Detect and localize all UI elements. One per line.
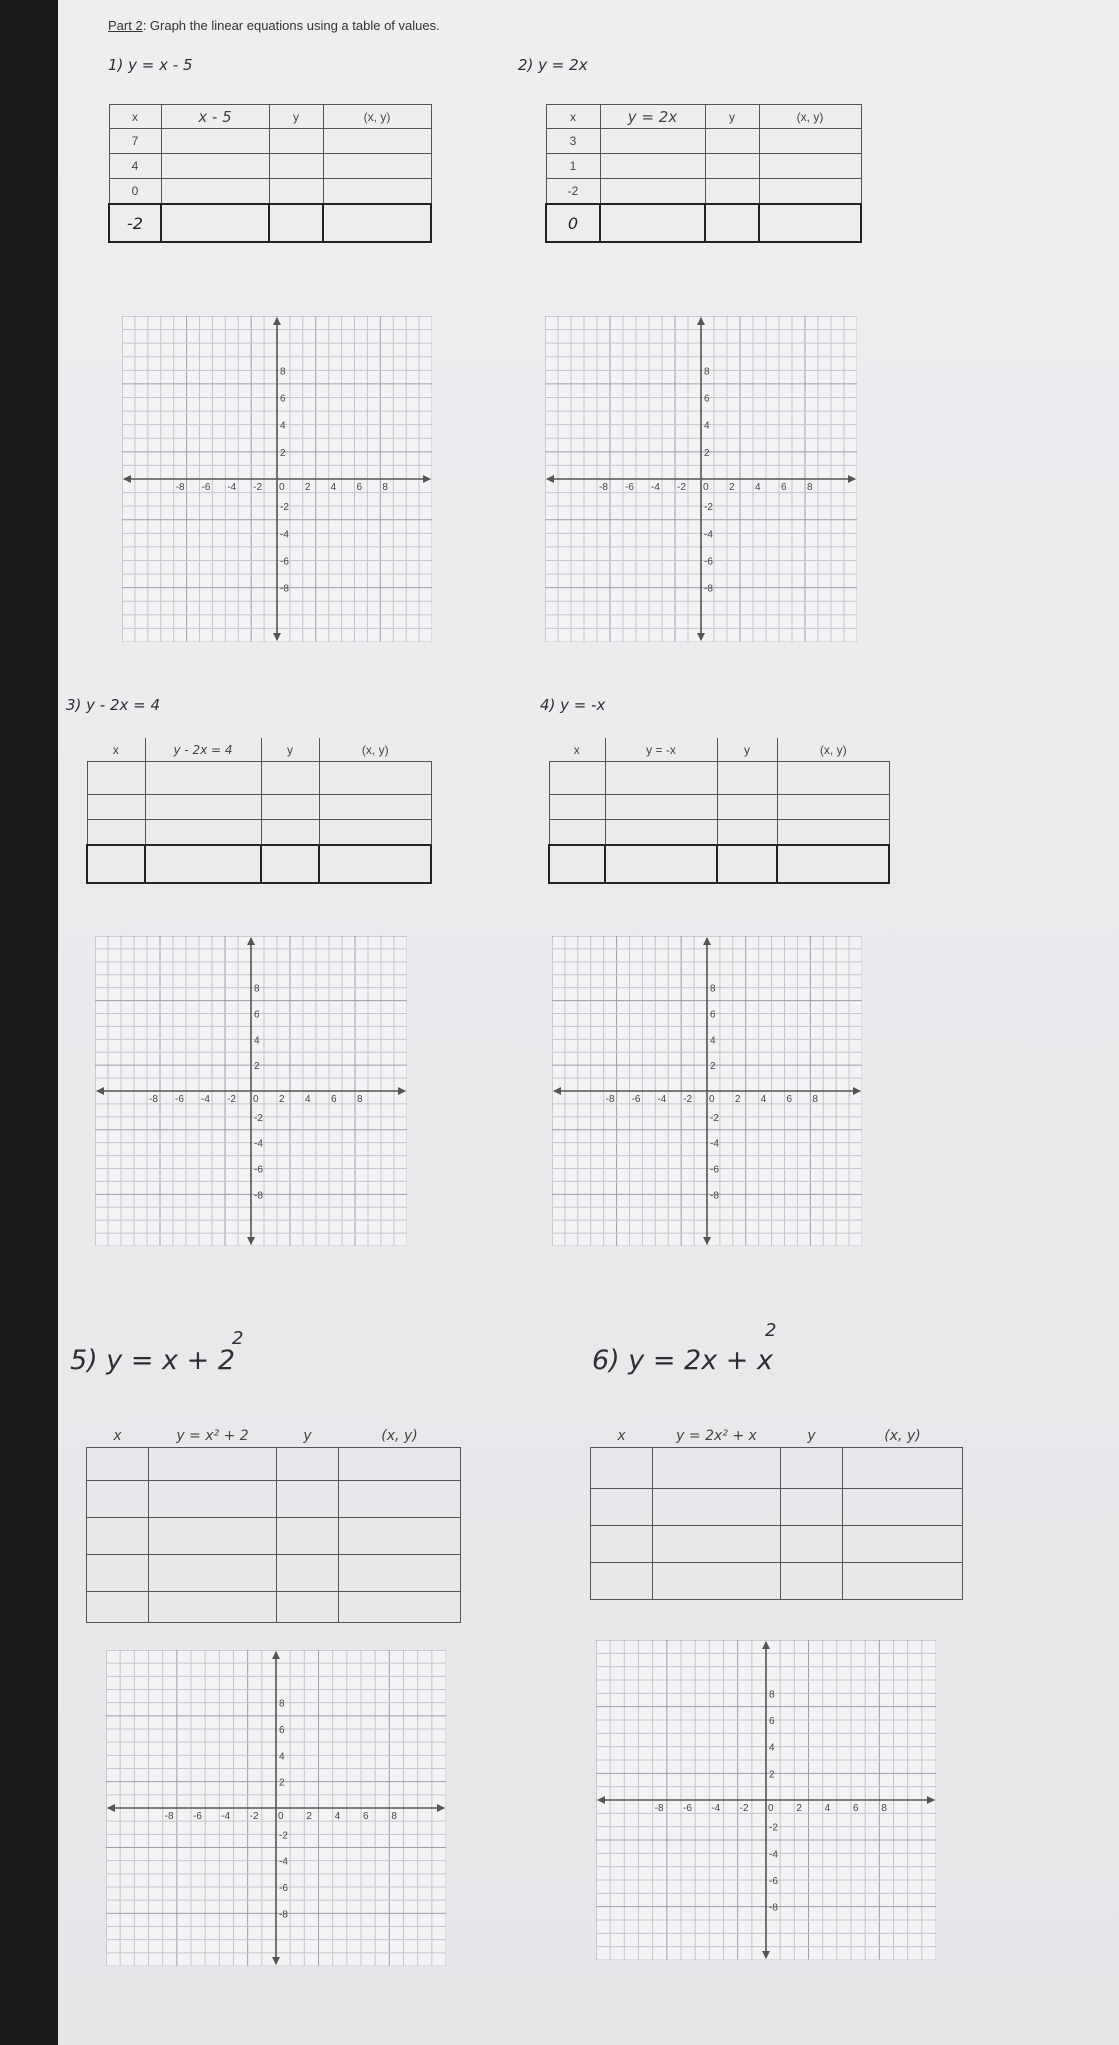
x-tick-label: 8 xyxy=(807,482,813,493)
x-tick-label: -4 xyxy=(221,1811,231,1822)
x-tick-label: -8 xyxy=(164,1811,174,1822)
y-tick-label: 6 xyxy=(254,1009,260,1021)
x-tick-label: 8 xyxy=(382,482,388,493)
x-tick-label: -2 xyxy=(677,482,686,493)
y-tick-label: -6 xyxy=(254,1164,263,1176)
x-tick-label: -8 xyxy=(175,482,185,493)
y-tick-label: 8 xyxy=(710,983,716,995)
x-tick-label: 6 xyxy=(853,1803,859,1814)
x-tick-label: 0 xyxy=(279,482,285,493)
x-tick-label: 8 xyxy=(881,1803,887,1814)
y-tick-label: 8 xyxy=(280,366,286,378)
y-tick-label: -6 xyxy=(280,556,289,568)
x-tick-label: 8 xyxy=(391,1811,397,1822)
y-tick-label: -2 xyxy=(704,502,713,514)
y-tick-label: 6 xyxy=(280,393,286,405)
y-tick-label: 2 xyxy=(710,1061,716,1073)
problem-6-label: 6) y = 2x + x xyxy=(592,1345,773,1376)
problem-1-coordinate-grid[interactable] xyxy=(122,316,432,642)
x-tick-label: -8 xyxy=(654,1803,664,1814)
y-tick-label: -2 xyxy=(710,1112,719,1124)
problem-4-label: 4) y = -x xyxy=(540,696,606,714)
x-tick-label: 4 xyxy=(334,1811,341,1822)
y-tick-label: -8 xyxy=(704,583,713,595)
y-tick-label: 4 xyxy=(710,1035,716,1047)
x-tick-label: 0 xyxy=(703,482,709,493)
y-tick-label: -4 xyxy=(704,529,713,541)
x-tick-label: 0 xyxy=(768,1803,774,1814)
y-tick-label: 4 xyxy=(769,1742,775,1754)
x-tick-label: 8 xyxy=(357,1094,363,1105)
y-tick-label: -8 xyxy=(279,1909,288,1921)
problem-6-exponent: 2 xyxy=(765,1320,777,1341)
x-tick-label: 6 xyxy=(781,482,787,493)
x-tick-label: -4 xyxy=(657,1094,667,1105)
x-tick-label: 6 xyxy=(356,482,363,493)
problem-1-table: x x - 5 y (x, y) 7 4 0 -2 xyxy=(108,104,432,243)
x-tick-label: -4 xyxy=(201,1094,210,1105)
x-tick-label: -8 xyxy=(149,1094,158,1105)
x-tick-label: -4 xyxy=(227,482,237,493)
problem-3-table: x y - 2x = 4 y (x, y) xyxy=(86,738,432,884)
y-tick-label: -4 xyxy=(769,1849,778,1861)
x-tick-label: -6 xyxy=(193,1811,202,1822)
y-tick-label: 4 xyxy=(704,420,710,432)
x-tick-label: 4 xyxy=(305,1094,311,1105)
y-tick-label: -2 xyxy=(280,502,289,514)
x-tick-label: 2 xyxy=(279,1094,285,1105)
y-tick-label: -2 xyxy=(279,1830,288,1842)
y-tick-label: -4 xyxy=(254,1138,263,1150)
y-tick-label: 4 xyxy=(280,420,286,432)
x-tick-label: -6 xyxy=(683,1803,692,1814)
problem-2-coordinate-grid[interactable] xyxy=(545,316,857,642)
x-tick-label: -4 xyxy=(711,1803,721,1814)
y-tick-label: 8 xyxy=(769,1689,775,1701)
x-tick-label: 0 xyxy=(278,1811,284,1822)
y-tick-label: -8 xyxy=(280,583,289,595)
x-tick-label: 0 xyxy=(709,1094,715,1105)
y-tick-label: -4 xyxy=(280,529,289,541)
y-tick-label: 2 xyxy=(704,447,710,459)
y-tick-label: 6 xyxy=(710,1009,716,1021)
x-tick-label: 2 xyxy=(306,1811,312,1822)
y-tick-label: -6 xyxy=(279,1883,288,1894)
y-tick-label: -8 xyxy=(710,1190,719,1202)
problem-5-table: x y = x² + 2 y (x, y) xyxy=(86,1424,461,1623)
problem-5-coordinate-grid[interactable] xyxy=(106,1650,446,1966)
y-tick-label: -2 xyxy=(254,1112,263,1124)
x-tick-label: -6 xyxy=(201,482,211,493)
y-tick-label: -4 xyxy=(710,1138,719,1150)
x-tick-label: -2 xyxy=(249,1811,259,1822)
x-tick-label: -6 xyxy=(625,482,634,493)
x-tick-label: -6 xyxy=(631,1094,641,1105)
problem-1-label: 1) y = x - 5 xyxy=(108,56,193,74)
problem-5-label: 5) y = x + 2 xyxy=(70,1345,236,1376)
y-tick-label: -4 xyxy=(279,1856,288,1868)
y-tick-label: -8 xyxy=(254,1190,263,1202)
y-tick-label: 4 xyxy=(279,1751,285,1763)
x-tick-label: -2 xyxy=(739,1803,749,1814)
y-tick-label: -8 xyxy=(769,1902,778,1914)
x-tick-label: -2 xyxy=(683,1094,693,1105)
problem-3-coordinate-grid[interactable] xyxy=(95,936,407,1246)
x-tick-label: -2 xyxy=(253,482,263,493)
x-tick-label: 2 xyxy=(304,482,311,493)
problem-6-coordinate-grid[interactable] xyxy=(596,1640,936,1960)
x-tick-label: 2 xyxy=(796,1803,802,1814)
y-tick-label: 6 xyxy=(279,1725,285,1736)
y-tick-label: 6 xyxy=(704,393,710,405)
y-tick-label: 8 xyxy=(254,983,260,995)
y-tick-label: 8 xyxy=(279,1698,285,1710)
y-tick-label: 2 xyxy=(769,1769,775,1781)
x-tick-label: 6 xyxy=(363,1811,369,1822)
x-tick-label: 0 xyxy=(253,1094,259,1105)
x-tick-label: 4 xyxy=(330,482,337,493)
x-tick-label: 2 xyxy=(734,1094,741,1105)
x-tick-label: 4 xyxy=(760,1094,767,1105)
problem-3-label: 3) y - 2x = 4 xyxy=(66,696,161,714)
y-tick-label: 6 xyxy=(769,1716,775,1727)
y-tick-label: 2 xyxy=(280,447,286,459)
x-tick-label: 4 xyxy=(824,1803,831,1814)
y-tick-label: -2 xyxy=(769,1822,778,1834)
x-tick-label: 2 xyxy=(729,482,735,493)
y-tick-label: 2 xyxy=(279,1777,285,1789)
problem-2-table: x y = 2x y (x, y) 3 1 -2 0 xyxy=(545,104,862,243)
y-tick-label: -6 xyxy=(769,1876,778,1887)
y-tick-label: 8 xyxy=(704,366,710,378)
x-tick-label: -8 xyxy=(599,482,608,493)
y-tick-label: -6 xyxy=(704,556,713,568)
x-tick-label: -8 xyxy=(605,1094,615,1105)
x-tick-label: -4 xyxy=(651,482,660,493)
problem-5-exponent: 2 xyxy=(232,1328,244,1349)
problem-2-label: 2) y = 2x xyxy=(518,56,588,74)
worksheet-title: Part 2: Graph the linear equations using a table of values. xyxy=(108,18,440,33)
y-tick-label: -6 xyxy=(710,1164,719,1176)
problem-4-coordinate-grid[interactable] xyxy=(552,936,862,1246)
x-tick-label: -2 xyxy=(227,1094,236,1105)
x-tick-label: -6 xyxy=(175,1094,184,1105)
problem-4-table: x y = -x y (x, y) xyxy=(548,738,890,884)
y-tick-label: 2 xyxy=(254,1061,260,1073)
x-tick-label: 4 xyxy=(755,482,761,493)
problem-6-table: x y = 2x² + x y (x, y) xyxy=(590,1424,963,1600)
x-tick-label: 8 xyxy=(812,1094,818,1105)
y-tick-label: 4 xyxy=(254,1035,260,1047)
x-tick-label: 6 xyxy=(331,1094,337,1105)
x-tick-label: 6 xyxy=(786,1094,793,1105)
